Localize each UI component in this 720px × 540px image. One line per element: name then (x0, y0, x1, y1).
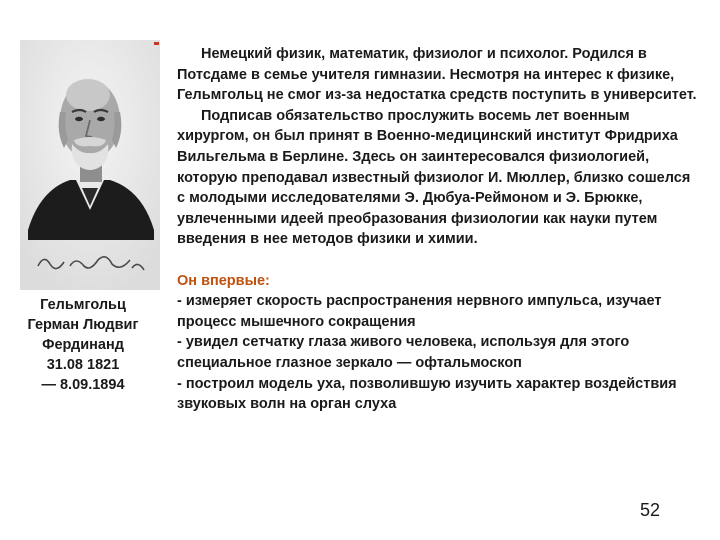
firsts-item-3: - построил модель уха, позволившую изучить характер воздействия звуковых волн на орган слуха (177, 375, 677, 413)
firsts-heading: Он впервые: (177, 272, 270, 289)
portrait-image (20, 40, 160, 290)
portrait-photo (20, 40, 160, 290)
portrait-caption (8, 295, 158, 395)
firsts-item-1: - измеряет скорость распространения нервного импульса, изучает процесс мышечного сокращения (177, 293, 662, 330)
paragraph-spacer (177, 250, 702, 271)
biography-text (177, 44, 702, 415)
biography-paragraph-1: Немецкий физик, математик, физиолог и психолог. Родился в Потсдаме в семье учителя гимназии. Несмотря на интерес к физике, Гельмгольц не смог из-за недостатка средств поступить в университет. (177, 46, 697, 104)
firsts-item-2: - увидел сетчатку глаза живого человека, используя для этого специальное глазное зеркало — офтальмоскоп (177, 334, 630, 371)
biography-paragraph-2: Подписав обязательство прослужить восемь лет военным хирургом, он был принят в Военно-медицинский институт Фридриха Вильгельма в Берлине. Здесь он заинтересовался физиологией, которую преподавал известный физиолог И. Мюллер, близко сошелся с молодыми исследователями Э. Дюбуа-Реймоном и Э. Брюкке, увлеченными идеей преобразования физиологии как науки путем введения в нее методов физики и химии. (177, 107, 691, 248)
page-number: 52 (640, 500, 661, 520)
caption-surname: Гельмгольц (40, 297, 126, 313)
caption-death-date: — 8.09.1894 (41, 377, 125, 393)
caption-birth-date: 31.08 1821 (46, 357, 120, 373)
caption-given-names: Герман Людвиг (27, 317, 139, 333)
accent-mark (154, 42, 159, 45)
caption-third-name: Фердинанд (42, 337, 124, 353)
